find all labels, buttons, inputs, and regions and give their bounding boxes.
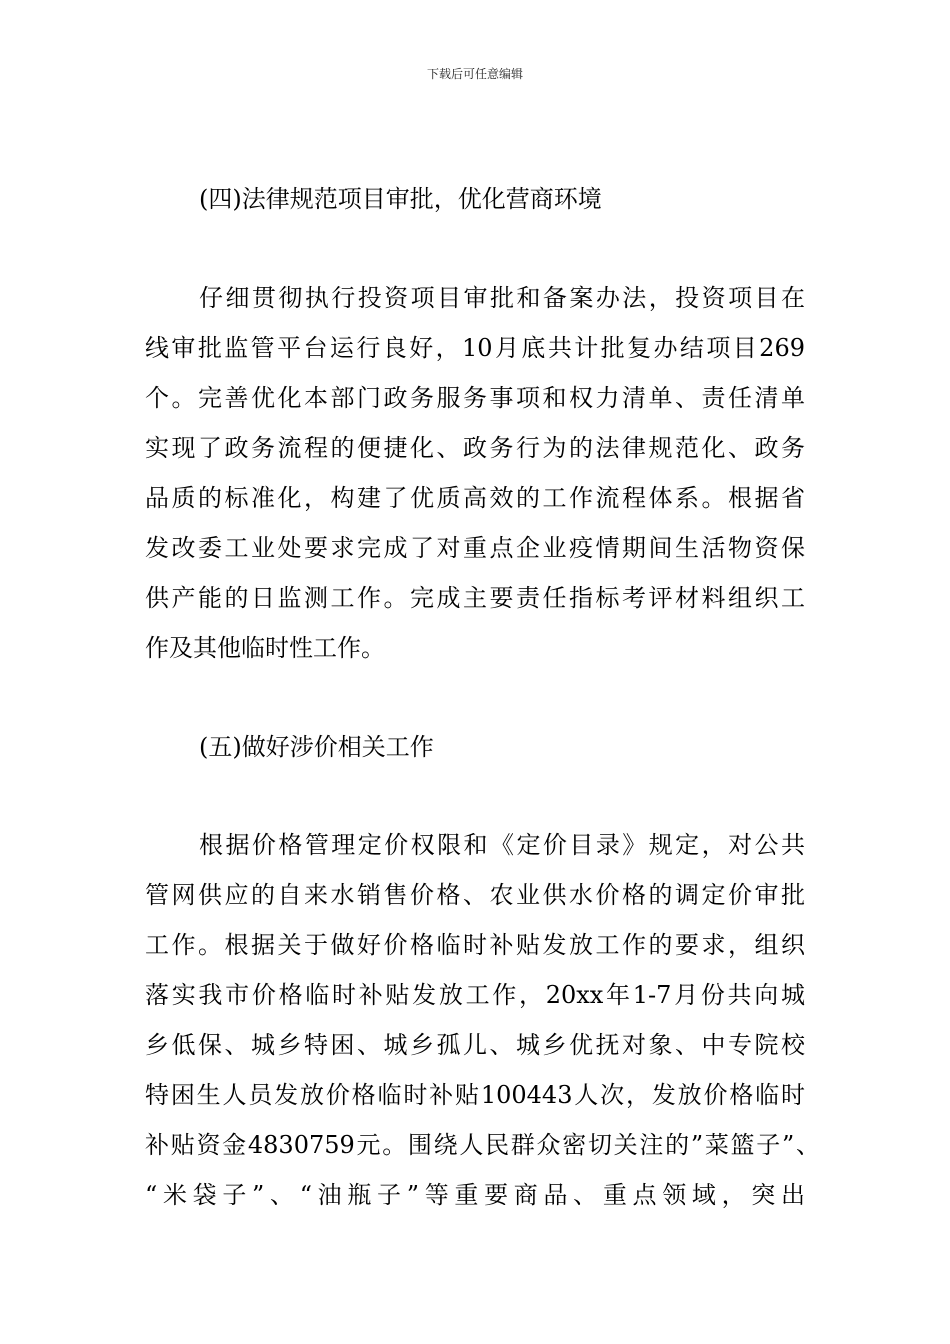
paragraph-line: “米袋子”、“油瓶子”等重要商品、重点领域，突出 [145,1181,805,1209]
paragraph-line: 作及其他临时性工作。 [145,634,385,662]
paragraph-line: 补贴资金4830759元。围绕人民群众密切关注的”菜篮子”、 [145,1131,820,1159]
section-4-heading: (四)法律规范项目审批，优化营商环境 [199,185,602,213]
paragraph-line: 线审批监管平台运行良好，10月底共计批复办结项目269 [145,334,805,362]
paragraph-line: 工作。根据关于做好价格临时补贴发放工作的要求，组织 [145,931,805,959]
paragraph-line: 管网供应的自来水销售价格、农业供水价格的调定价审批 [145,881,805,909]
paragraph-line: 发改委工业处要求完成了对重点企业疫情期间生活物资保 [145,534,805,562]
section-5-paragraph [145,820,825,1220]
paragraph-line: 品质的标准化，构建了优质高效的工作流程体系。根据省 [145,484,805,512]
paragraph-line: 个。完善优化本部门政务服务事项和权力清单、责任清单 [145,384,805,412]
paragraph-line: 根据价格管理定价权限和《定价目录》规定，对公共 [199,831,805,859]
paragraph-line: 供产能的日监测工作。完成主要责任指标考评材料组织工 [145,584,805,612]
section-4-paragraph [145,273,825,673]
section-5-heading: (五)做好涉价相关工作 [199,733,434,761]
paragraph-line: 落实我市价格临时补贴发放工作，20xx年1-7月份共向城 [145,981,805,1009]
paragraph-line: 乡低保、城乡特困、城乡孤儿、城乡优抚对象、中专院校 [145,1031,805,1059]
paragraph-line: 仔细贯彻执行投资项目审批和备案办法，投资项目在 [199,284,805,312]
page-header-note: 下载后可任意编辑 [426,67,523,81]
paragraph-line: 特困生人员发放价格临时补贴100443人次，发放价格临时 [145,1081,805,1109]
paragraph-line: 实现了政务流程的便捷化、政务行为的法律规范化、政务 [145,434,805,462]
